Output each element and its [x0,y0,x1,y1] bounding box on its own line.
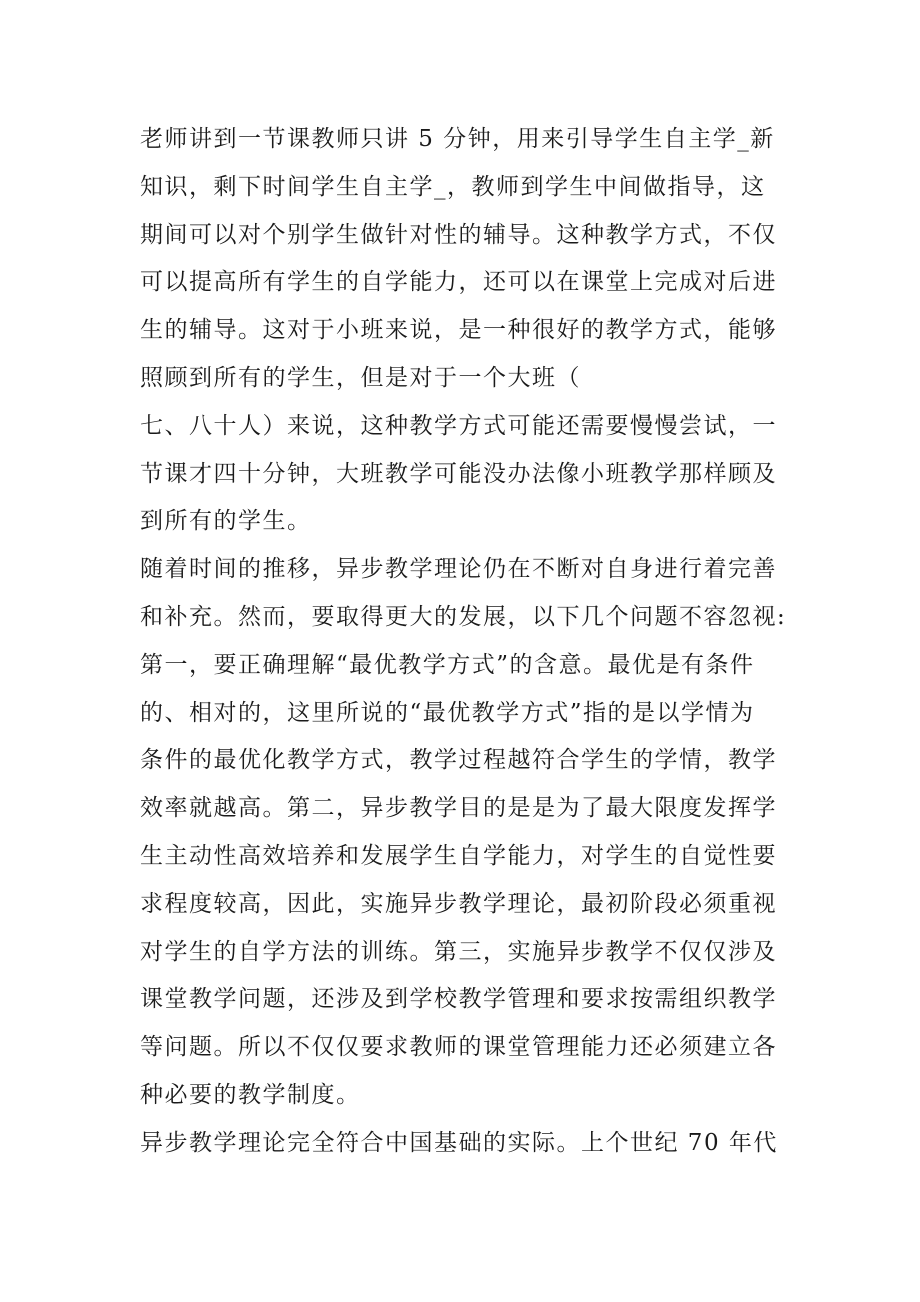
text-line: 对学生的自学方法的训练。第三，实施异步教学不仅仅涉及 [140,938,777,965]
text-line: 效率就越高。第二，异步教学目的是是为了最大限度发挥学 [140,795,777,822]
text-line: 节课才四十分钟，大班教学可能没办法像小班教学那样顾及 [140,460,777,487]
text-line: 期间可以对个别学生做针对性的辅导。这种教学方式，不仅 [140,221,777,248]
text-line: 生主动性高效培养和发展学生自学能力，对学生的自觉性要 [140,842,777,869]
text-line: 生的辅导。这对于小班来说，是一种很好的教学方式，能够 [140,317,777,344]
text-line: 种必要的教学制度。 [140,1081,361,1108]
text-line: 求程度较高，因此，实施异步教学理论，最初阶段必须重视 [140,890,777,917]
text-line: 照顾到所有的学生，但是对于一个大班（ [140,364,581,391]
text-line: 异步教学理论完全符合中国基础的实际。上个世纪 70 年代 [140,1129,778,1156]
text-line: 等问题。所以不仅仅要求教师的课堂管理能力还必须建立各 [140,1034,777,1061]
text-line: 到所有的学生。 [140,508,312,535]
text-line: 课堂教学问题，还涉及到学校教学管理和要求按需组织教学 [140,986,777,1013]
text-line: 七、八十人）来说，这种教学方式可能还需要慢慢尝试，一 [140,412,777,439]
text-line: 第一，要正确理解“最优教学方式”的含意。最优是有条件 [140,651,755,678]
text-line: 随着时间的推移，异步教学理论仍在不断对自身进行着完善 [140,556,777,583]
text-line: 老师讲到一节课教师只讲 5 分钟，用来引导学生自主学_新 [140,126,775,152]
text-line: 可以提高所有学生的自学能力，还可以在课堂上完成对后进 [140,269,777,296]
text-line: 知识，剩下时间学生自主学_，教师到学生中间做指导，这 [140,173,766,200]
text-line: 条件的最优化教学方式，教学过程越符合学生的学情，教学 [140,747,777,774]
text-line: 的、相对的，这里所说的“最优教学方式”指的是以学情为 [140,699,755,726]
text-line: 和补充。然而，要取得更大的发展，以下几个问题不容忽视: [140,603,787,630]
body-text [140,116,790,1168]
